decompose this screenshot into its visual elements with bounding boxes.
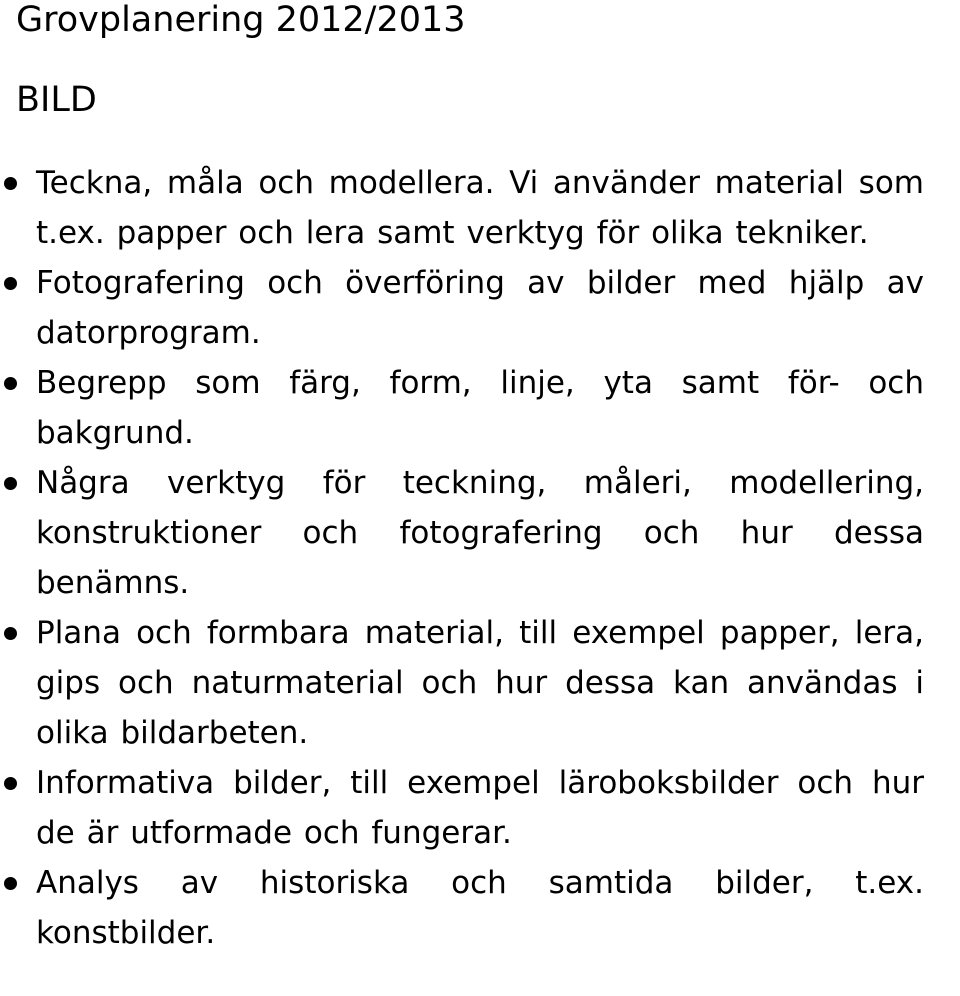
list-item [0, 608, 924, 758]
list-item-text: Informativa bilder, till exempel läroboksbilder och hur de är utformade och fungerar. [36, 765, 924, 851]
subject-heading: BILD [16, 80, 97, 120]
list-item-text: Fotografering och överföring av bilder med hjälp av datorprogram. [36, 265, 924, 351]
list-item [0, 858, 924, 958]
bullet-icon [4, 877, 17, 890]
bullet-list [0, 158, 960, 958]
bullet-icon [4, 627, 17, 640]
bullet-icon [4, 277, 17, 290]
bullet-icon [4, 177, 17, 190]
bullet-icon [4, 377, 17, 390]
list-item-text: Analys av historiska och samtida bilder, t.ex. konstbilder. [36, 865, 924, 951]
list-item [0, 758, 924, 858]
bullet-icon [4, 777, 17, 790]
bullet-icon [4, 477, 17, 490]
list-item-text: Några verktyg för teckning, måleri, modellering, konstruktioner och fotografering och hur dessa benämns. [36, 465, 924, 601]
list-item [0, 158, 924, 258]
list-item-text: Begrepp som färg, form, linje, yta samt för- och bakgrund. [36, 365, 924, 451]
list-item [0, 258, 924, 358]
list-item-text: Plana och formbara material, till exempel papper, lera, gips och naturmaterial och hur dessa kan användas i olika bildarbeten. [36, 615, 924, 751]
list-item-text: Teckna, måla och modellera. Vi använder material som t.ex. papper och lera samt verktyg för olika tekniker. [36, 165, 924, 251]
page-title: Grovplanering 2012/2013 [16, 0, 466, 40]
list-item [0, 458, 924, 608]
list-item [0, 358, 924, 458]
